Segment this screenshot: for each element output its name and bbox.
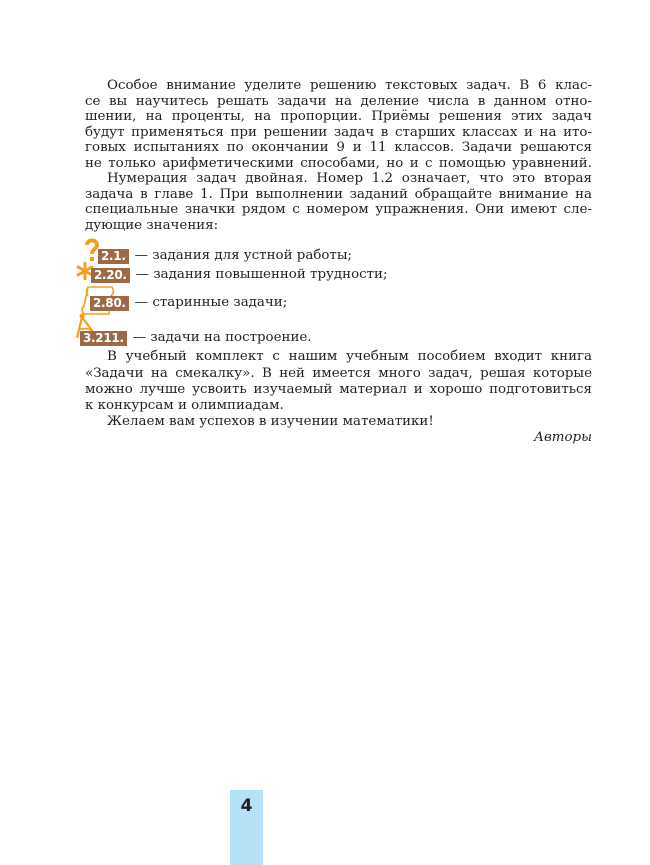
text-line: «Задачи на смекалку». В ней имеется много задач, решая которые [85, 365, 592, 381]
exercise-number-badge: 2.20. [91, 268, 130, 283]
text-line: можно лучше усвоить изучаемый материал и хорошо подготовиться [85, 382, 592, 397]
page-number-tab [230, 790, 263, 865]
text-line: специальные значки рядом с номером упражнения. Они имеют сле- [85, 202, 592, 217]
exercise-number-badge: 2.1. [98, 249, 129, 264]
text-line: дующие значения: [85, 217, 219, 233]
exercise-number-badge: 2.80. [90, 296, 129, 311]
legend-item [91, 265, 387, 285]
legend-text: — задания для устной работы; [134, 248, 353, 263]
exercise-number-badge: 3.211. [80, 331, 127, 346]
legend-text: — задания повышенной трудности; [135, 267, 388, 282]
legend-item [80, 328, 312, 348]
page-number: 4 [240, 796, 253, 816]
text-line: к конкурсам и олимпиадам. [85, 398, 284, 413]
text-line: се вы научитесь решать задачи на деление числа в данном отно- [85, 93, 592, 109]
text-line: В учебный комплект с нашим учебным пособием входит книга [107, 349, 592, 364]
legend-item [98, 246, 352, 266]
text-line: шении, на проценты, на пропорции. Приёмы решения этих задач [85, 109, 592, 124]
text-line: не только арифметическими способами, но и с помощью уравнений. [85, 155, 592, 171]
text-line: Особое внимание уделите решению текстовых задач. В 6 клас- [107, 78, 592, 93]
text-line: задача в главе 1. При выполнении заданий обращайте внимание на [85, 186, 592, 202]
legend-text: — старинные задачи; [134, 295, 288, 310]
signature: Авторы [533, 430, 592, 445]
legend-item [90, 293, 287, 313]
legend-text: — задачи на построение. [132, 330, 312, 345]
closing-line: Желаем вам успехов в изучении математики! [107, 414, 434, 429]
text-line: будут применяться при решении задач в старших классах и на ито- [85, 124, 592, 140]
text-line: говых испытаниях по окончании 9 и 11 классов. Задачи решаются [85, 140, 592, 155]
text-line: Нумерация задач двойная. Номер 1.2 означает, что это вторая [107, 171, 592, 186]
